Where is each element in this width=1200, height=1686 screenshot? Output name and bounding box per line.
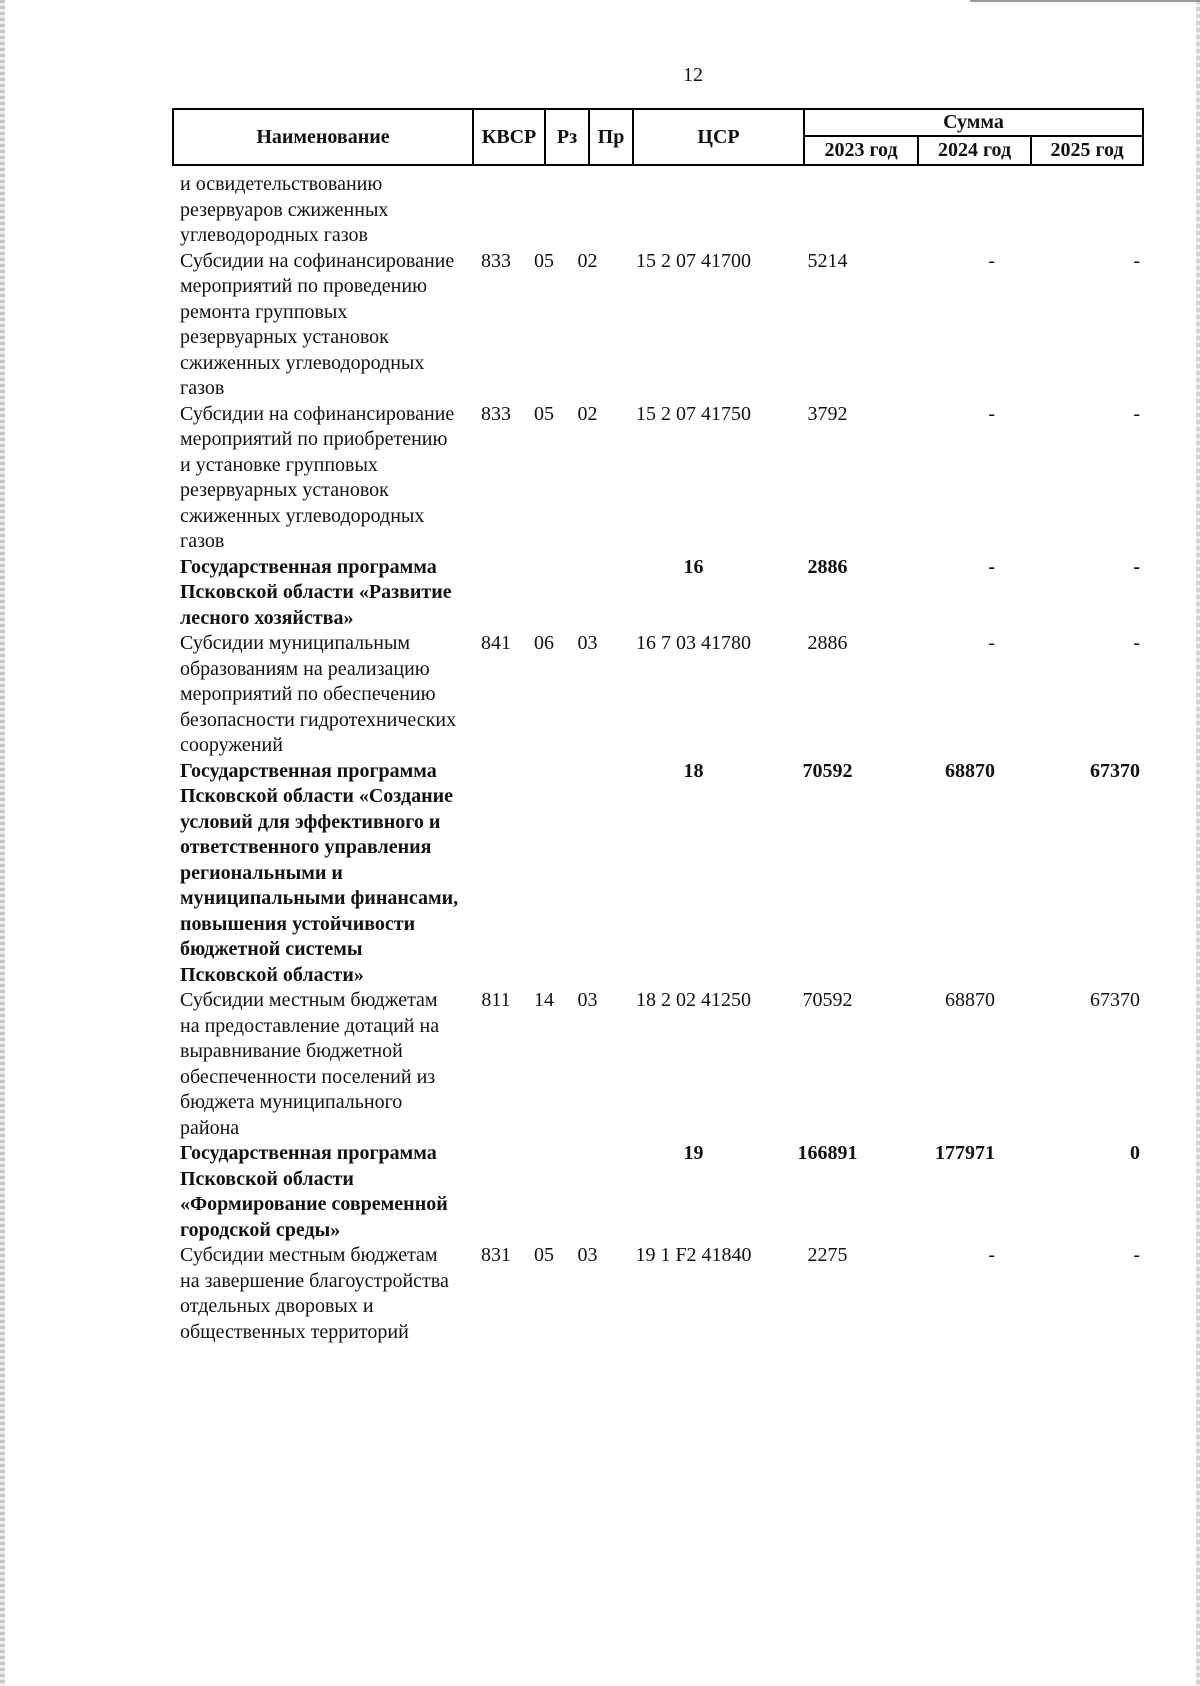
row-value-2023: 70592 [802, 989, 853, 1011]
row-name: Субсидии местным бюджетам на завершение благоустройства отдельных дворовых и общественных территорий [180, 1244, 449, 1343]
table-row-program [180, 1141, 1140, 1243]
table-row [180, 172, 1140, 249]
row-kvsr: 811 [481, 989, 511, 1011]
row-value-2024: - [988, 632, 995, 654]
row-csr: 16 7 03 41780 [636, 632, 751, 654]
column-header-kvsr: КВСР [481, 125, 537, 148]
scan-right-edge [1196, 0, 1200, 1686]
row-csr: 16 [683, 555, 704, 578]
column-header-rz: Рз [556, 125, 578, 148]
row-value-2023: 5214 [807, 249, 848, 272]
table-row-program [180, 555, 1140, 632]
row-pr: 03 [577, 989, 598, 1011]
row-value-2023: 2886 [807, 555, 848, 578]
row-value-2023: 70592 [802, 759, 853, 782]
row-pr: 03 [577, 632, 598, 654]
column-header-name: Наименование [256, 125, 390, 148]
row-pr: 02 [577, 402, 598, 425]
row-value-2024: 68870 [945, 989, 995, 1011]
row-csr: 19 [683, 1142, 704, 1164]
row-value-2023: 166891 [797, 1142, 858, 1164]
row-value-2025: 67370 [1090, 759, 1140, 782]
row-value-2023: 3792 [807, 402, 848, 425]
row-pr: 02 [577, 249, 598, 272]
scan-top-edge [970, 0, 1200, 2]
row-value-2024: - [988, 402, 995, 425]
row-value-2025: - [1133, 555, 1140, 578]
row-value-2024: 68870 [945, 759, 995, 782]
table-row-program [180, 759, 1140, 989]
row-name: Субсидии на софинансирование мероприятий по приобретению и установке групповых резервуарных установок сжиженных углеводородных газов [180, 402, 455, 552]
row-name: Государственная программа Псковской области «Развитие лесного хозяйства» [180, 555, 452, 629]
row-name: Субсидии местным бюджетам на предоставление дотаций на выравнивание бюджетной обеспеченности поселений из бюджета муниципального района [180, 989, 440, 1139]
row-rz: 05 [534, 402, 554, 425]
column-header-2025: 2025 год [1050, 139, 1124, 161]
row-csr: 18 2 02 41250 [636, 989, 751, 1011]
table-row [180, 402, 1140, 555]
row-pr: 03 [577, 1244, 598, 1266]
row-csr: 15 2 07 41750 [636, 402, 751, 425]
table-header [172, 108, 1144, 166]
row-rz: 06 [534, 632, 554, 654]
row-rz: 05 [534, 1244, 554, 1266]
row-name: Государственная программа Псковской области «Формирование современной городской среды» [180, 1142, 448, 1241]
row-value-2023: 2886 [807, 632, 848, 654]
column-header-csr: ЦСР [697, 125, 740, 148]
row-csr: 19 1 F2 41840 [635, 1244, 752, 1266]
row-value-2024: - [988, 555, 995, 578]
column-header-2023: 2023 год [824, 139, 898, 161]
column-header-2024: 2024 год [937, 139, 1012, 161]
row-rz: 14 [534, 989, 554, 1011]
row-csr: 18 [683, 759, 704, 782]
header-bottom-border [172, 164, 1144, 166]
row-value-2025: 67370 [1090, 989, 1140, 1011]
scan-left-edge [0, 0, 5, 1686]
table-row [180, 249, 1140, 402]
table-body [180, 172, 1140, 1345]
row-value-2025: 0 [1130, 1142, 1140, 1164]
row-csr: 15 2 07 41700 [636, 249, 751, 272]
row-name: Государственная программа Псковской области «Создание условий для эффективного и ответственного управления региональными и муниципальными финансами, повышения устойчивости бюджетной системы Псковской области» [180, 759, 459, 986]
row-value-2025: - [1133, 402, 1140, 425]
row-name: Субсидии муниципальным образованиям на реализацию мероприятий по обеспечению безопасности гидротехнических сооружений [180, 632, 457, 756]
row-name: и освидетельствованию резервуаров сжиженных углеводородных газов [180, 173, 389, 246]
row-kvsr: 831 [481, 1244, 511, 1266]
row-value-2025: - [1133, 632, 1140, 654]
table-row [180, 631, 1140, 759]
table-row [180, 1243, 1140, 1345]
row-value-2023: 2275 [807, 1244, 848, 1266]
column-header-pr: Пр [597, 125, 625, 148]
row-kvsr: 833 [481, 249, 511, 272]
row-value-2024: - [988, 1244, 995, 1266]
row-kvsr: 833 [481, 402, 511, 425]
row-value-2025: - [1133, 1244, 1140, 1266]
row-name: Субсидии на софинансирование мероприятий по проведению ремонта групповых резервуарных установок сжиженных углеводородных газов [180, 249, 455, 399]
header-right-border [1142, 108, 1144, 166]
page-number: 12 [683, 64, 703, 86]
row-kvsr: 841 [481, 632, 511, 654]
table-row [180, 988, 1140, 1141]
row-value-2024: 177971 [935, 1142, 995, 1164]
row-value-2025: - [1133, 249, 1140, 272]
row-value-2024: - [988, 249, 995, 272]
row-rz: 05 [534, 249, 554, 272]
column-header-sum: Сумма [943, 111, 1004, 133]
